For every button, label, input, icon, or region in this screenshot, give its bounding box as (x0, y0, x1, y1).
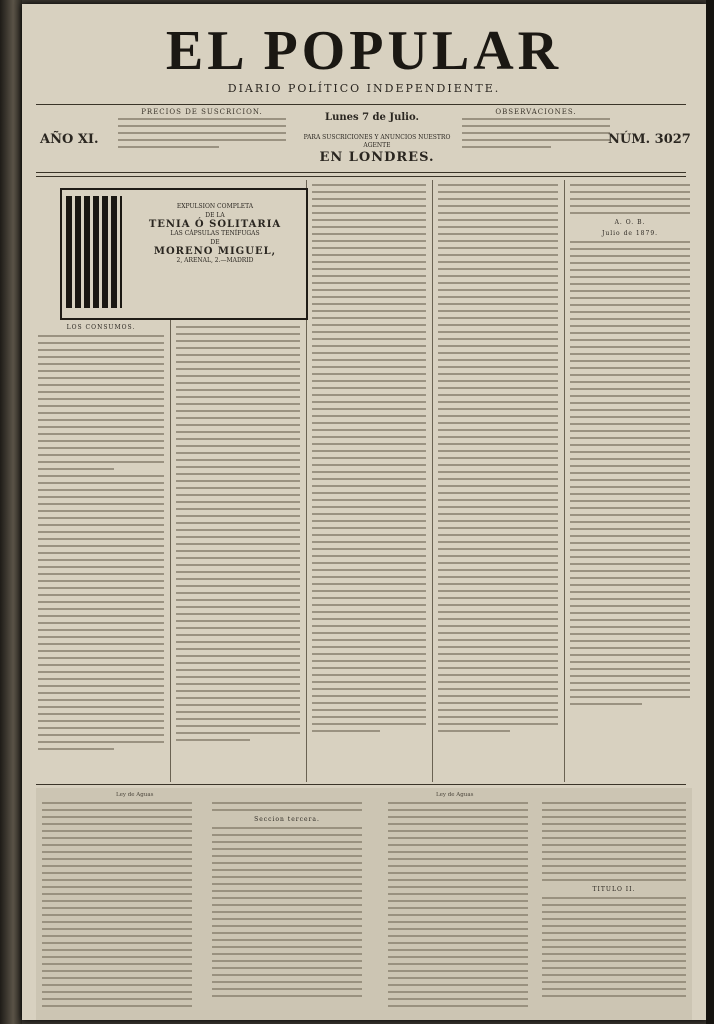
header-rule-double (36, 176, 686, 177)
column-divider-4 (564, 180, 565, 782)
advert-city: EN LONDRES. (319, 150, 435, 165)
masthead (22, 22, 706, 95)
subscription-prices (118, 108, 286, 170)
article-column-5 (570, 184, 690, 710)
precios-caption: PRECIOS DE SUSCRICION. (141, 108, 263, 116)
ad-line1: EXPULSION COMPLETA (176, 203, 254, 210)
advert-agent (292, 134, 462, 165)
ad-ornament (66, 196, 122, 308)
section-tercera: Seccion tercera. (254, 816, 320, 823)
header-rule-top (36, 104, 686, 105)
binding-spine (0, 0, 22, 1024)
article-consumos (38, 322, 164, 755)
observaciones-caption: OBSERVACIONES. (495, 108, 577, 116)
supplement-col-4 (542, 802, 686, 1002)
article-column-3 (312, 184, 426, 737)
page-bottom-rule (36, 784, 686, 785)
supplement-col-2 (212, 802, 362, 1002)
tenia-advertisement (60, 188, 308, 320)
year-number: AÑO XI. (40, 132, 99, 147)
ad-headline: TENIA Ó SOLITARIA (148, 219, 282, 230)
column-divider-3 (432, 180, 433, 782)
signoff: A. O. B. (614, 219, 646, 226)
observations (462, 108, 610, 170)
issue-date: Lunes 7 de Julio. (325, 112, 419, 123)
titulo-ii: TITULO II. (592, 886, 636, 893)
column-divider-1 (170, 320, 171, 782)
consumos-heading: LOS CONSUMOS. (66, 324, 136, 331)
ley-de-aguas-supplement (36, 788, 692, 1020)
supplement-col-3 (388, 802, 528, 1012)
ad-line2: DE LA (205, 212, 225, 219)
issue-number: NÚM. 3027 (608, 132, 691, 147)
signoff-date: Julio de 1879. (601, 230, 659, 237)
supplement-col-1 (42, 802, 192, 1012)
running-head-2: Ley de Aguas (436, 792, 474, 798)
ad-maker: MORENO MIGUEL, (153, 246, 277, 257)
page-edge-shadow (706, 0, 714, 1024)
header-rule-bottom (36, 172, 686, 173)
newspaper-subtitle: DIARIO POLÍTICO INDEPENDIENTE. (227, 82, 501, 95)
article-column-2 (176, 326, 300, 746)
advert-note: PARA SUSCRICIONES Y ANUNCIOS NUESTRO AGENTE (303, 134, 451, 149)
ad-line4: LAS CÁPSULAS TENÍFUGAS (170, 230, 260, 237)
ad-text (130, 202, 300, 265)
ad-address: 2, ARENAL, 2.—MADRID (176, 257, 254, 264)
article-column-4 (438, 184, 558, 737)
running-head-1: Ley de Aguas (116, 792, 154, 798)
newspaper-page (22, 4, 706, 1020)
newspaper-title: EL POPULAR (165, 20, 563, 82)
ad-line5: DE (210, 239, 220, 246)
